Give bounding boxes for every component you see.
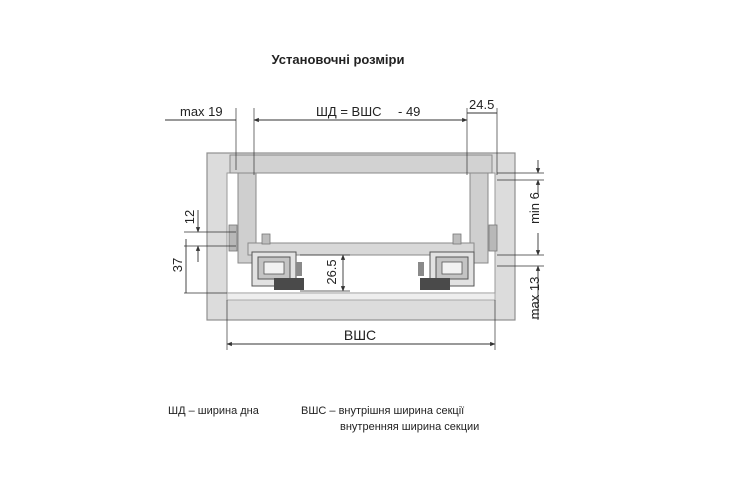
- legend-vshs-line2: внутренняя ширина секции: [340, 421, 480, 433]
- svg-text:max 13: max 13: [527, 276, 542, 320]
- left-runner: [252, 252, 304, 290]
- legend-vshs-line1: ВШС – внутрішня ширина секції: [301, 405, 465, 417]
- svg-text:ВШС: ВШС: [343, 327, 377, 343]
- svg-text:max 19: max 19: [180, 104, 223, 119]
- legend-shd: ШД – ширина дна: [168, 405, 259, 417]
- svg-text:min 6: min 6: [527, 192, 542, 224]
- diagram-title: Установочні розміри: [271, 52, 405, 67]
- svg-text:12: 12: [182, 209, 197, 225]
- svg-text:37: 37: [170, 257, 185, 273]
- legend: [168, 405, 479, 433]
- svg-text:26.5: 26.5: [324, 259, 339, 285]
- svg-text:24.5: 24.5: [469, 97, 495, 112]
- svg-text:ШД = ВШС: ШД = ВШС: [316, 104, 382, 119]
- svg-text:- 49: - 49: [398, 104, 421, 119]
